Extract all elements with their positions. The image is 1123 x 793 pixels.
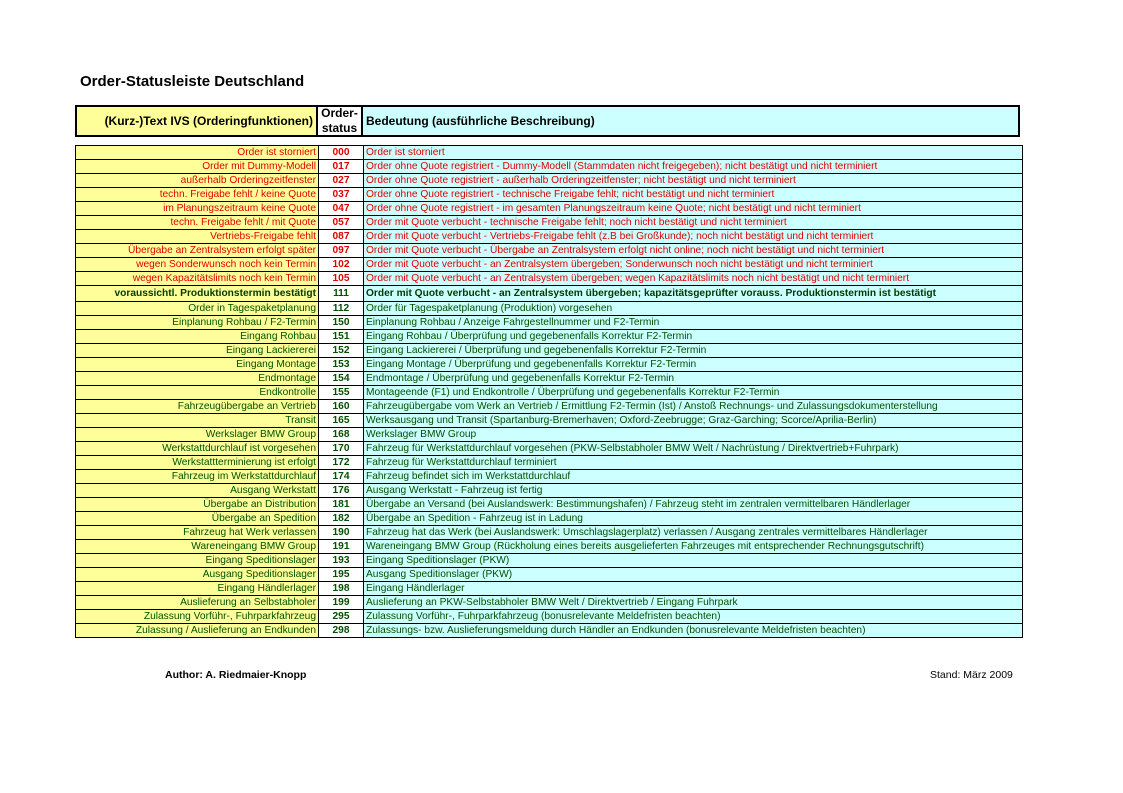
table-row (76, 230, 1023, 244)
status-code-cell: 191 (319, 540, 364, 554)
status-description-cell: Wareneingang BMW Group (Rückholung eines bereits ausgelieferten Fahrzeuges mit entsprechender Rechnungsgutschrift) (364, 540, 1023, 554)
status-description-cell: Eingang Händlerlager (364, 582, 1023, 596)
status-text-cell: außerhalb Orderingzeitfenster (76, 174, 319, 188)
status-code-cell: 017 (319, 160, 364, 174)
status-code-cell: 295 (319, 610, 364, 624)
status-description-cell: Order ohne Quote registriert - Dummy-Modell (Stammdaten nicht freigegeben); nicht bestätigt und nicht terminiert (364, 160, 1023, 174)
status-text-cell: Eingang Händlerlager (76, 582, 319, 596)
status-text-cell: Eingang Montage (76, 358, 319, 372)
status-description-cell: Order mit Quote verbucht - Übergabe an Zentralsystem erfolgt nicht online; noch nicht bestätigt und nicht terminiert (364, 244, 1023, 258)
table-header (75, 105, 1020, 137)
status-description-cell: Order ohne Quote registriert - technische Freigabe fehlt; nicht bestätigt und nicht terminiert (364, 188, 1023, 202)
status-text-cell: Order mit Dummy-Modell (76, 160, 319, 174)
status-code-cell: 150 (319, 316, 364, 330)
status-text-cell: Eingang Speditionslager (76, 554, 319, 568)
status-code-cell: 168 (319, 428, 364, 442)
table-row (76, 568, 1023, 582)
status-code-cell: 172 (319, 456, 364, 470)
status-code-cell: 165 (319, 414, 364, 428)
table-row (76, 540, 1023, 554)
table-row (76, 414, 1023, 428)
status-code-cell: 027 (319, 174, 364, 188)
status-description-cell: Eingang Lackiererei / Überprüfung und gegebenenfalls Korrektur F2-Termin (364, 344, 1023, 358)
status-description-cell: Order mit Quote verbucht - Vertriebs-Freigabe fehlt (z.B bei Großkunde); noch nicht bestätigt und nicht terminiert (364, 230, 1023, 244)
status-text-cell: Order ist storniert (76, 146, 319, 160)
status-code-cell: 298 (319, 624, 364, 638)
table-row (76, 188, 1023, 202)
status-text-cell: Zulassung Vorführ-, Fuhrparkfahrzeug (76, 610, 319, 624)
status-code-cell: 000 (319, 146, 364, 160)
status-code-cell: 154 (319, 372, 364, 386)
status-description-cell: Werkslager BMW Group (364, 428, 1023, 442)
table-row (76, 526, 1023, 540)
status-code-cell: 102 (319, 258, 364, 272)
table-row (76, 498, 1023, 512)
table-row (76, 386, 1023, 400)
table-row (76, 358, 1023, 372)
status-text-cell: Fahrzeug hat Werk verlassen (76, 526, 319, 540)
status-code-cell: 155 (319, 386, 364, 400)
status-description-cell: Order ohne Quote registriert - im gesamten Planungszeitraum keine Quote; nicht bestätigt und nicht terminiert (364, 202, 1023, 216)
status-description-cell: Fahrzeug befindet sich im Werkstattdurchlauf (364, 470, 1023, 484)
status-text-cell: Endkontrolle (76, 386, 319, 400)
status-description-cell: Order mit Quote verbucht - technische Freigabe fehlt; noch nicht bestätigt und nicht terminiert (364, 216, 1023, 230)
table-row (76, 202, 1023, 216)
table-row (76, 160, 1023, 174)
status-description-cell: Eingang Montage / Überprüfung und gegebenenfalls Korrektur F2-Termin (364, 358, 1023, 372)
status-code-cell: 182 (319, 512, 364, 526)
status-description-cell: Fahrzeugübergabe vom Werk an Vertrieb / Ermittlung F2-Termin (Ist) / Anstoß Rechnungs- und Zulassungsdokumenterstellung (364, 400, 1023, 414)
status-description-cell: Order mit Quote verbucht - an Zentralsystem übergeben; wegen Kapazitätslimits noch nicht bestätigt und nicht terminiert (364, 272, 1023, 286)
status-description-cell: Einplanung Rohbau / Anzeige Fahrgestellnummer und F2-Termin (364, 316, 1023, 330)
table-row (76, 286, 1023, 302)
status-description-cell: Order für Tagespaketplanung (Produktion) vorgesehen (364, 302, 1023, 316)
table-row (76, 400, 1023, 414)
stand-date: Stand: März 2009 (930, 669, 1013, 681)
table-row (76, 216, 1023, 230)
table-row (76, 272, 1023, 286)
status-description-cell: Übergabe an Versand (bei Auslandswerk: Bestimmungshafen) / Fahrzeug steht im zentralen vermittelbaren Händlerlager (364, 498, 1023, 512)
status-text-cell: Vertriebs-Freigabe fehlt (76, 230, 319, 244)
table-row (76, 456, 1023, 470)
status-description-cell: Fahrzeug für Werkstattdurchlauf terminiert (364, 456, 1023, 470)
status-text-cell: Einplanung Rohbau / F2-Termin (76, 316, 319, 330)
table-row (76, 146, 1023, 160)
table-row (76, 554, 1023, 568)
status-code-cell: 047 (319, 202, 364, 216)
status-text-cell: techn. Freigabe fehlt / mit Quote (76, 216, 319, 230)
status-description-cell: Order mit Quote verbucht - an Zentralsystem übergeben; Sonderwunsch noch nicht bestätigt und nicht terminiert (364, 258, 1023, 272)
table-row (76, 610, 1023, 624)
status-code-cell: 174 (319, 470, 364, 484)
table-row (76, 596, 1023, 610)
table-row (76, 484, 1023, 498)
status-text-cell: Übergabe an Spedition (76, 512, 319, 526)
status-code-cell: 151 (319, 330, 364, 344)
status-code-cell: 105 (319, 272, 364, 286)
status-text-cell: Werkslager BMW Group (76, 428, 319, 442)
status-text-cell: Ausgang Werkstatt (76, 484, 319, 498)
status-code-cell: 195 (319, 568, 364, 582)
status-code-cell: 199 (319, 596, 364, 610)
status-text-cell: Zulassung / Auslieferung an Endkunden (76, 624, 319, 638)
status-text-cell: Fahrzeugübergabe an Vertrieb (76, 400, 319, 414)
status-text-cell: Transit (76, 414, 319, 428)
status-code-cell: 111 (319, 286, 364, 302)
status-text-cell: Eingang Lackiererei (76, 344, 319, 358)
header-text-ivs: (Kurz-)Text IVS (Orderingfunktionen) (77, 107, 318, 135)
status-table (75, 145, 1023, 638)
status-text-cell: wegen Sonderwunsch noch kein Termin (76, 258, 319, 272)
status-code-cell: 153 (319, 358, 364, 372)
table-row (76, 244, 1023, 258)
status-code-cell: 190 (319, 526, 364, 540)
status-description-cell: Order mit Quote verbucht - an Zentralsystem übergeben; kapazitätsgeprüfter vorauss. Produktionstermin ist bestätigt (364, 286, 1023, 302)
status-text-cell: Fahrzeug im Werkstattdurchlauf (76, 470, 319, 484)
status-description-cell: Übergabe an Spedition - Fahrzeug ist in Ladung (364, 512, 1023, 526)
header-meaning: Bedeutung (ausführliche Beschreibung) (363, 107, 1018, 135)
status-description-cell: Auslieferung an PKW-Selbstabholer BMW Welt / Direktvertrieb / Eingang Fuhrpark (364, 596, 1023, 610)
table-row (76, 442, 1023, 456)
status-description-cell: Eingang Rohbau / Überprüfung und gegebenenfalls Korrektur F2-Termin (364, 330, 1023, 344)
status-text-cell: Eingang Rohbau (76, 330, 319, 344)
status-text-cell: voraussichtl. Produktionstermin bestätigt (76, 286, 319, 302)
status-code-cell: 037 (319, 188, 364, 202)
table-row (76, 174, 1023, 188)
status-description-cell: Order ohne Quote registriert - außerhalb Orderingzeitfenster; nicht bestätigt und nicht terminiert (364, 174, 1023, 188)
table-row (76, 372, 1023, 386)
page-title: Order-Statusleiste Deutschland (80, 73, 305, 90)
status-code-cell: 112 (319, 302, 364, 316)
header-order-status: Order- status (318, 107, 363, 135)
table-row (76, 258, 1023, 272)
status-text-cell: techn. Freigabe fehlt / keine Quote (76, 188, 319, 202)
status-code-cell: 152 (319, 344, 364, 358)
status-code-cell: 160 (319, 400, 364, 414)
table-row (76, 624, 1023, 638)
status-description-cell: Endmontage / Überprüfung und gegebenenfalls Korrektur F2-Termin (364, 372, 1023, 386)
status-description-cell: Zulassungs- bzw. Auslieferungsmeldung durch Händler an Endkunden (bonusrelevante Meldefristen beachten) (364, 624, 1023, 638)
status-text-cell: wegen Kapazitätslimits noch kein Termin (76, 272, 319, 286)
status-text-cell: im Planungszeitraum keine Quote (76, 202, 319, 216)
table-row (76, 344, 1023, 358)
table-row (76, 316, 1023, 330)
status-text-cell: Wareneingang BMW Group (76, 540, 319, 554)
status-code-cell: 097 (319, 244, 364, 258)
status-description-cell: Fahrzeug für Werkstattdurchlauf vorgesehen (PKW-Selbstabholer BMW Welt / Nachrüstung / Direktvertrieb+Fuhrpark) (364, 442, 1023, 456)
table-row (76, 302, 1023, 316)
author-note: Author: A. Riedmaier-Knopp (165, 669, 307, 681)
status-text-cell: Übergabe an Zentralsystem erfolgt später (76, 244, 319, 258)
status-code-cell: 198 (319, 582, 364, 596)
status-description-cell: Montageende (F1) und Endkontrolle / Überprüfung und gegebenenfalls Korrektur F2-Termin (364, 386, 1023, 400)
status-text-cell: Werkstattdurchlauf ist vorgesehen (76, 442, 319, 456)
table-row (76, 330, 1023, 344)
status-text-cell: Übergabe an Distribution (76, 498, 319, 512)
status-text-cell: Ausgang Speditionslager (76, 568, 319, 582)
status-description-cell: Zulassung Vorführ-, Fuhrparkfahrzeug (bonusrelevante Meldefristen beachten) (364, 610, 1023, 624)
status-description-cell: Eingang Speditionslager (PKW) (364, 554, 1023, 568)
status-text-cell: Werkstattterminierung ist erfolgt (76, 456, 319, 470)
status-description-cell: Order ist storniert (364, 146, 1023, 160)
status-code-cell: 057 (319, 216, 364, 230)
status-description-cell: Ausgang Werkstatt - Fahrzeug ist fertig (364, 484, 1023, 498)
status-description-cell: Werksausgang und Transit (Spartanburg-Bremerhaven; Oxford-Zeebrugge; Graz-Garching; Scorce/Aprilia-Berlin) (364, 414, 1023, 428)
table-row (76, 428, 1023, 442)
status-text-cell: Endmontage (76, 372, 319, 386)
status-code-cell: 176 (319, 484, 364, 498)
status-description-cell: Ausgang Speditionslager (PKW) (364, 568, 1023, 582)
status-code-cell: 181 (319, 498, 364, 512)
table-row (76, 470, 1023, 484)
status-text-cell: Order in Tagespaketplanung (76, 302, 319, 316)
status-code-cell: 193 (319, 554, 364, 568)
status-code-cell: 170 (319, 442, 364, 456)
status-code-cell: 087 (319, 230, 364, 244)
status-description-cell: Fahrzeug hat das Werk (bei Auslandswerk: Umschlagslagerplatz) verlassen / Ausgang zentrales vermittelbares Händlerlager (364, 526, 1023, 540)
table-row (76, 512, 1023, 526)
table-row (76, 582, 1023, 596)
status-text-cell: Auslieferung an Selbstabholer (76, 596, 319, 610)
